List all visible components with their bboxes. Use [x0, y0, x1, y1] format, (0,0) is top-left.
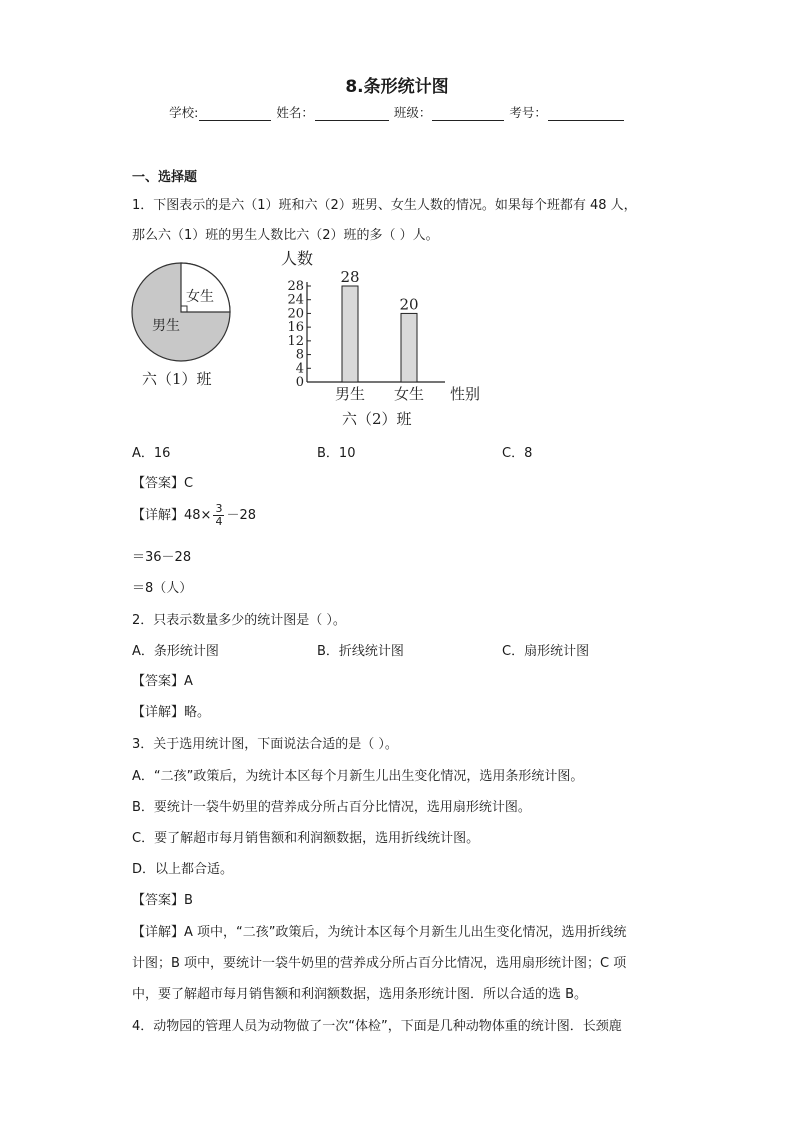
- y-tick-label: 8: [295, 347, 304, 363]
- student-info-line: [0, 103, 794, 121]
- fraction-numerator: 3: [215, 502, 223, 515]
- x-category-label: 女生: [393, 385, 425, 403]
- pie-label-girl: 女生: [186, 289, 214, 305]
- q3-option-b[interactable]: B．要统计一袋牛奶里的营养成分所占百分比情况，选用扇形统计图。: [132, 800, 531, 815]
- q3-option-c[interactable]: C．要了解超市每月销售额和利润额数据，选用折线统计图。: [132, 831, 480, 846]
- bar-data-label: 28: [340, 268, 360, 286]
- fraction-denominator: 4: [215, 515, 223, 528]
- q1-option-a[interactable]: A．16: [132, 446, 171, 461]
- x-category-label: 男生: [334, 385, 366, 403]
- exam-no-blank[interactable]: [548, 106, 624, 121]
- exam-no-label: 考号：: [509, 105, 547, 120]
- y-tick-label: 20: [287, 306, 304, 322]
- q1-detail-suffix: －28: [226, 508, 256, 523]
- y-tick-label: 28: [287, 279, 304, 294]
- pie-label-boy: 男生: [152, 318, 180, 334]
- page-title: 8.条形统计图: [345, 77, 449, 97]
- q3-detail-line2: 计图；B 项中，要统计一袋牛奶里的营养成分所占百分比情况，选用扇形统计图；C 项: [132, 956, 627, 971]
- fraction: [213, 503, 224, 528]
- bar-chart: [270, 246, 500, 432]
- q4-text: 4．动物园的管理人员为动物做了一次“体检”，下面是几种动物体重的统计图．长颈鹿: [132, 1019, 622, 1034]
- q3-detail-line1: 【详解】A 项中，“二孩”政策后，为统计本区每个月新生儿出生变化情况，选用折线统: [132, 925, 627, 940]
- q1-detail-prefix: 【详解】48×: [132, 508, 212, 523]
- q1-detail: [132, 503, 256, 528]
- chart-ylabel: 人数: [281, 249, 314, 268]
- bar-boy: [342, 286, 358, 382]
- y-tick-label: 12: [287, 333, 304, 349]
- y-tick-label: 24: [287, 292, 304, 308]
- y-tick-label: 16: [287, 320, 304, 336]
- pie-caption: 六（1）班: [142, 370, 212, 388]
- bar-girl: [401, 313, 417, 382]
- class-label: 班级：: [393, 105, 432, 120]
- name-label: 姓名：: [276, 105, 314, 120]
- q2-option-c[interactable]: C．扇形统计图: [502, 644, 590, 659]
- y-tick-label: 4: [295, 361, 304, 377]
- q3-detail-line3: 中，要了解超市每月销售额和利润额数据，选用条形统计图．所以合适的选 B。: [132, 987, 588, 1002]
- school-label: 学校:: [169, 105, 199, 120]
- pie-chart: [128, 260, 238, 392]
- q1-option-b[interactable]: B．10: [317, 446, 356, 461]
- q2-text: 2．只表示数量多少的统计图是（ ）。: [132, 613, 346, 628]
- q1-option-c[interactable]: C．8: [502, 446, 533, 461]
- q1-text-line2: 那么六（1）班的男生人数比六（2）班的多（ ）人。: [132, 228, 439, 243]
- q2-option-a[interactable]: A．条形统计图: [132, 644, 219, 659]
- class-blank[interactable]: [432, 106, 504, 121]
- bars: [335, 268, 424, 403]
- name-blank[interactable]: [315, 106, 389, 121]
- q1-step3: ＝8（人）: [132, 581, 193, 596]
- y-tick-label: 0: [295, 375, 304, 390]
- q2-answer: 【答案】A: [132, 674, 193, 689]
- q3-answer: 【答案】B: [132, 893, 193, 908]
- school-blank[interactable]: [199, 106, 271, 121]
- chart-title: 六（2）班: [342, 410, 412, 428]
- bar-data-label: 20: [399, 295, 419, 314]
- chart-xlabel: 性别: [450, 385, 481, 403]
- q1-text-line1: 1．下图表示的是六（1）班和六（2）班男、女生人数的情况。如果每个班都有 48 人，: [132, 198, 637, 213]
- q3-option-a[interactable]: A．“二孩”政策后，为统计本区每个月新生儿出生变化情况，选用条形统计图。: [132, 769, 584, 784]
- q2-detail: 【详解】略。: [132, 705, 211, 720]
- q1-answer: 【答案】C: [132, 476, 194, 491]
- q2-option-b[interactable]: B．折线统计图: [317, 644, 404, 659]
- section-heading: 一、选择题: [132, 170, 198, 185]
- q1-step2: ＝36－28: [132, 550, 192, 565]
- q3-option-d[interactable]: D．以上都合适。: [132, 862, 234, 877]
- q3-text: 3．关于选用统计图，下面说法合适的是（ ）。: [132, 737, 398, 752]
